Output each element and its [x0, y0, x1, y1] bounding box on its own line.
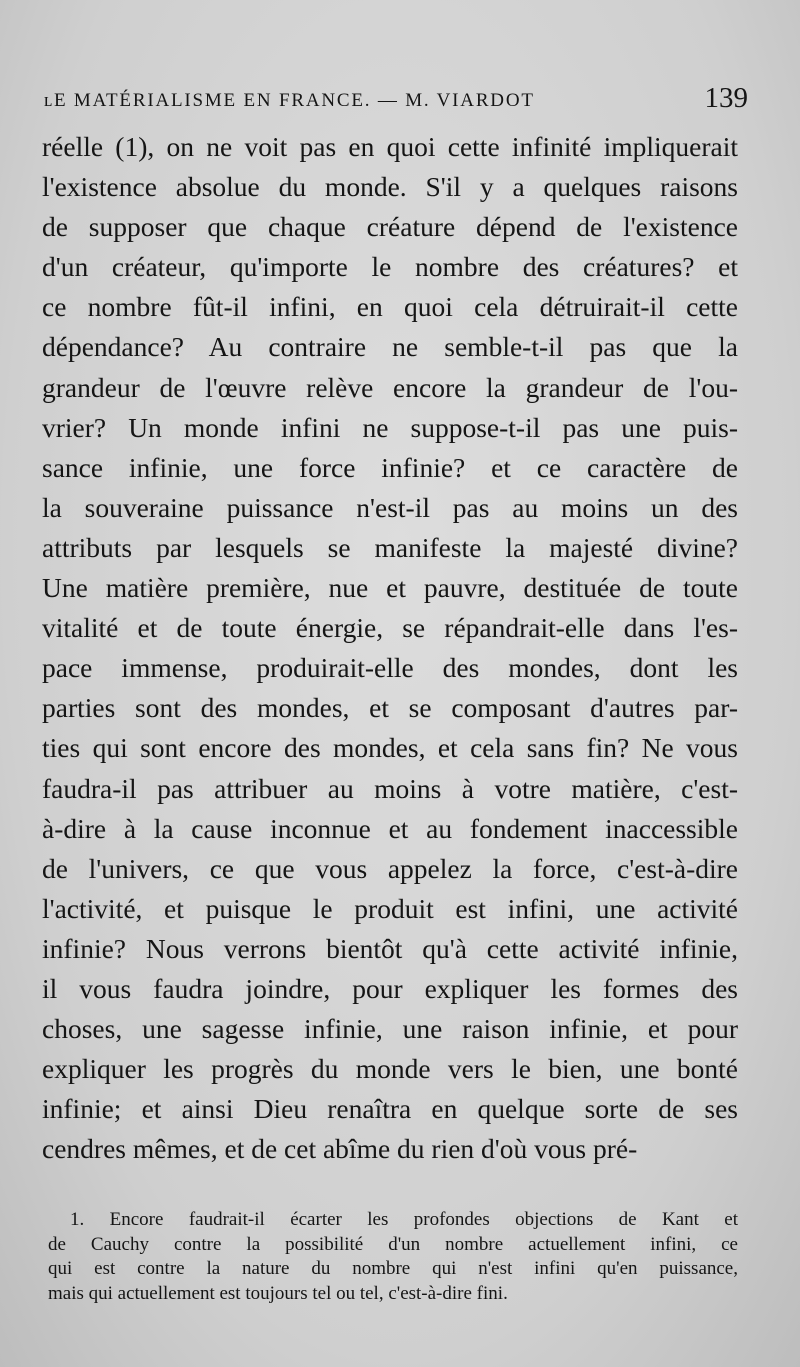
footnote-line: de Cauchy contre la possibilité d'un nombre actuellement infini, ce [48, 1233, 738, 1255]
footnote [48, 1208, 738, 1306]
text-line: ties qui sont encore des mondes, et cela sans fin? Ne vous [42, 732, 738, 764]
text-line: dépendance? Au contraire ne semble-t-il pas que la [42, 331, 738, 363]
text-line: d'un créateur, qu'importe le nombre des créatures? et [42, 251, 738, 283]
footnote-line: mais qui actuellement est toujours tel ou tel, c'est-à-dire fini. [48, 1282, 508, 1304]
footnote-line: qui est contre la nature du nombre qui n'est infini qu'en puissance, [48, 1258, 738, 1279]
text-line: Une matière première, nue et pauvre, destituée de toute [42, 572, 738, 604]
text-line: vrier? Un monde infini ne suppose-t-il pas une puis- [42, 411, 738, 443]
text-line: il vous faudra joindre, pour expliquer les formes des [42, 972, 738, 1004]
text-line: attributs par lesquels se manifeste la majesté divine? [42, 531, 738, 563]
footnote-line: 1. Encore faudrait-il écarter les profondes objections de Kant et [70, 1209, 738, 1230]
text-line: sance infinie, une force infinie? et ce caractère de [42, 451, 738, 483]
body-text [42, 127, 738, 1169]
page-number: 139 [704, 82, 748, 114]
text-line: infinie; et ainsi Dieu renaîtra en quelque sorte de ses [42, 1093, 738, 1125]
text-line: vitalité et de toute énergie, se répandrait-elle dans l'es- [42, 612, 738, 644]
text-line: de l'univers, ce que vous appelez la force, c'est-à-dire [42, 852, 738, 884]
running-head-title: ʟE MATÉRIALISME EN FRANCE. — M. VIARDOT [44, 90, 535, 111]
text-line: pace immense, produirait-elle des mondes, dont les [42, 652, 738, 684]
text-line: choses, une sagesse infinie, une raison infinie, et pour [42, 1013, 738, 1045]
text-line: l'activité, et puisque le produit est infini, une activité [42, 892, 738, 924]
text-line: parties sont des mondes, et se composant d'autres par- [42, 692, 738, 724]
text-line: l'existence absolue du monde. S'il y a quelques raisons [42, 171, 738, 203]
text-line: la souveraine puissance n'est-il pas au moins un des [42, 491, 738, 523]
text-line: de supposer que chaque créature dépend de l'existence [42, 211, 738, 243]
text-line: à-dire à la cause inconnue et au fondement inaccessible [42, 812, 738, 844]
text-line: ce nombre fût-il infini, en quoi cela détruirait-il cette [42, 291, 738, 323]
text-line: faudra-il pas attribuer au moins à votre matière, c'est- [42, 772, 738, 804]
text-line: réelle (1), on ne voit pas en quoi cette infinité impliquerait [42, 131, 738, 162]
running-head [44, 82, 748, 122]
text-line: infinie? Nous verrons bientôt qu'à cette activité infinie, [42, 932, 738, 964]
text-line: cendres mêmes, et de cet abîme du rien d'où vous pré- [42, 1133, 638, 1165]
text-line: expliquer les progrès du monde vers le bien, une bonté [42, 1053, 738, 1085]
text-line: grandeur de l'œuvre relève encore la grandeur de l'ou- [42, 371, 738, 403]
